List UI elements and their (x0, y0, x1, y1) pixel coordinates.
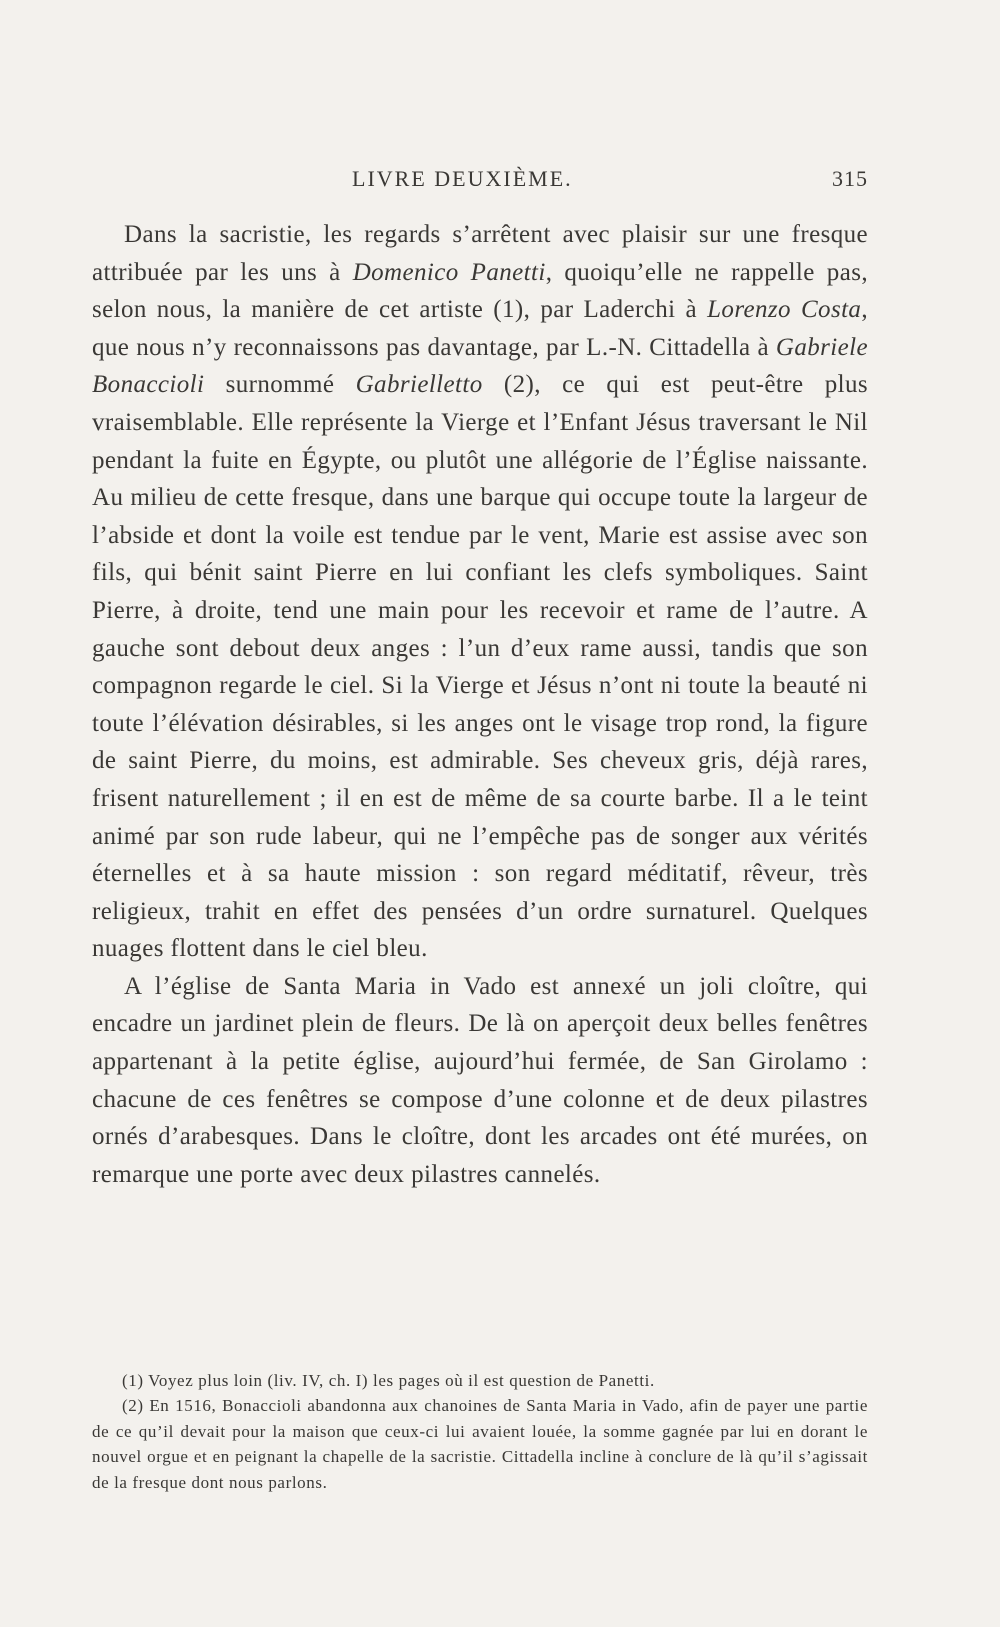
text-run: , que nous n’y reconnaissons pas davantage, par L.-N. Cittadella à (92, 296, 868, 361)
text-run: (2), ce qui est peut-être plus vraisemblable. Elle représente la Vierge et l’Enfant Jésus traversant le Nil pendant la fuite en Égypte, ou plutôt une allégorie de l’Église naissante. Au milieu de cette fresque, dans une barque qui occupe toute la largeur de l’abside et dont la voile est tendue par le vent, Marie est assise avec son fils, qui bénit saint Pierre en lui confiant les clefs symboliques. Saint Pierre, à droite, tend une main pour les recevoir et rame de l’autre. A gauche sont debout deux anges : l’un d’eux rame aussi, tandis que son compagnon regarde le ciel. Si la Vierge et Jésus n’ont ni toute la beauté ni toute l’élévation désirables, si les anges ont le visage trop rond, la figure de saint Pierre, du moins, est admirable. Ses cheveux gris, déjà rares, frisent naturellement ; il en est de même de sa courte barbe. Il a le teint animé par son rude labeur, qui ne l’empêche pas de songer aux vérités éternelles et à sa haute mission : son regard méditatif, rêveur, très religieux, trahit en effet des pensées d’un ordre surnaturel. Quelques nuages flottent dans le ciel bleu. (92, 371, 869, 963)
footnotes (92, 1368, 868, 1495)
footnote-1: (1) Voyez plus loin (liv. IV, ch. I) les pages où il est question de Panetti. (122, 1371, 655, 1390)
text-run: Dans la sacristie, les regards s’arrêtent avec plaisir sur une fresque attribuée par les uns à (92, 221, 868, 286)
running-title: LIVRE DEUXIÈME. (352, 166, 573, 191)
italic-name: Gabriele Bonaccioli (92, 333, 868, 399)
main-text (92, 216, 868, 1193)
italic-name: Gabrielletto (355, 371, 483, 399)
footnote-2: (2) En 1516, Bonaccioli abandonna aux chanoines de Santa Maria in Vado, afin de payer une partie de ce qu’il devait pour la maison que ceux-ci lui avaient louée, la somme gagnée par lui en dorant le nouvel orgue et en peignant la chapelle de la sacristie. Cittadella incline à conclure de là qu’il s’agissait de la fresque dont nous parlons. (92, 1396, 868, 1492)
italic-name: Domenico Panetti (352, 258, 546, 286)
page-number: 315 (832, 166, 868, 191)
paragraph-1 (92, 216, 868, 968)
text-run: , quoiqu’elle ne rappelle pas, selon nous, la manière de cet artiste (1), par Laderchi à (92, 258, 868, 324)
paragraph-2: A l’église de Santa Maria in Vado est annexé un joli cloître, qui encadre un jardinet plein de fleurs. De là on aperçoit deux belles fenêtres appartenant à la petite église, aujourd’hui fermée, de San Girolamo : chacune de ces fenêtres se compose d’une colonne et de deux pilastres ornés d’arabesques. Dans le cloître, dont les arcades ont été murées, on remarque une porte avec deux pilastres cannelés. (92, 972, 868, 1188)
italic-name: Lorenzo Costa (707, 296, 862, 324)
text-run: surnommé (204, 371, 356, 399)
running-head (92, 166, 868, 196)
